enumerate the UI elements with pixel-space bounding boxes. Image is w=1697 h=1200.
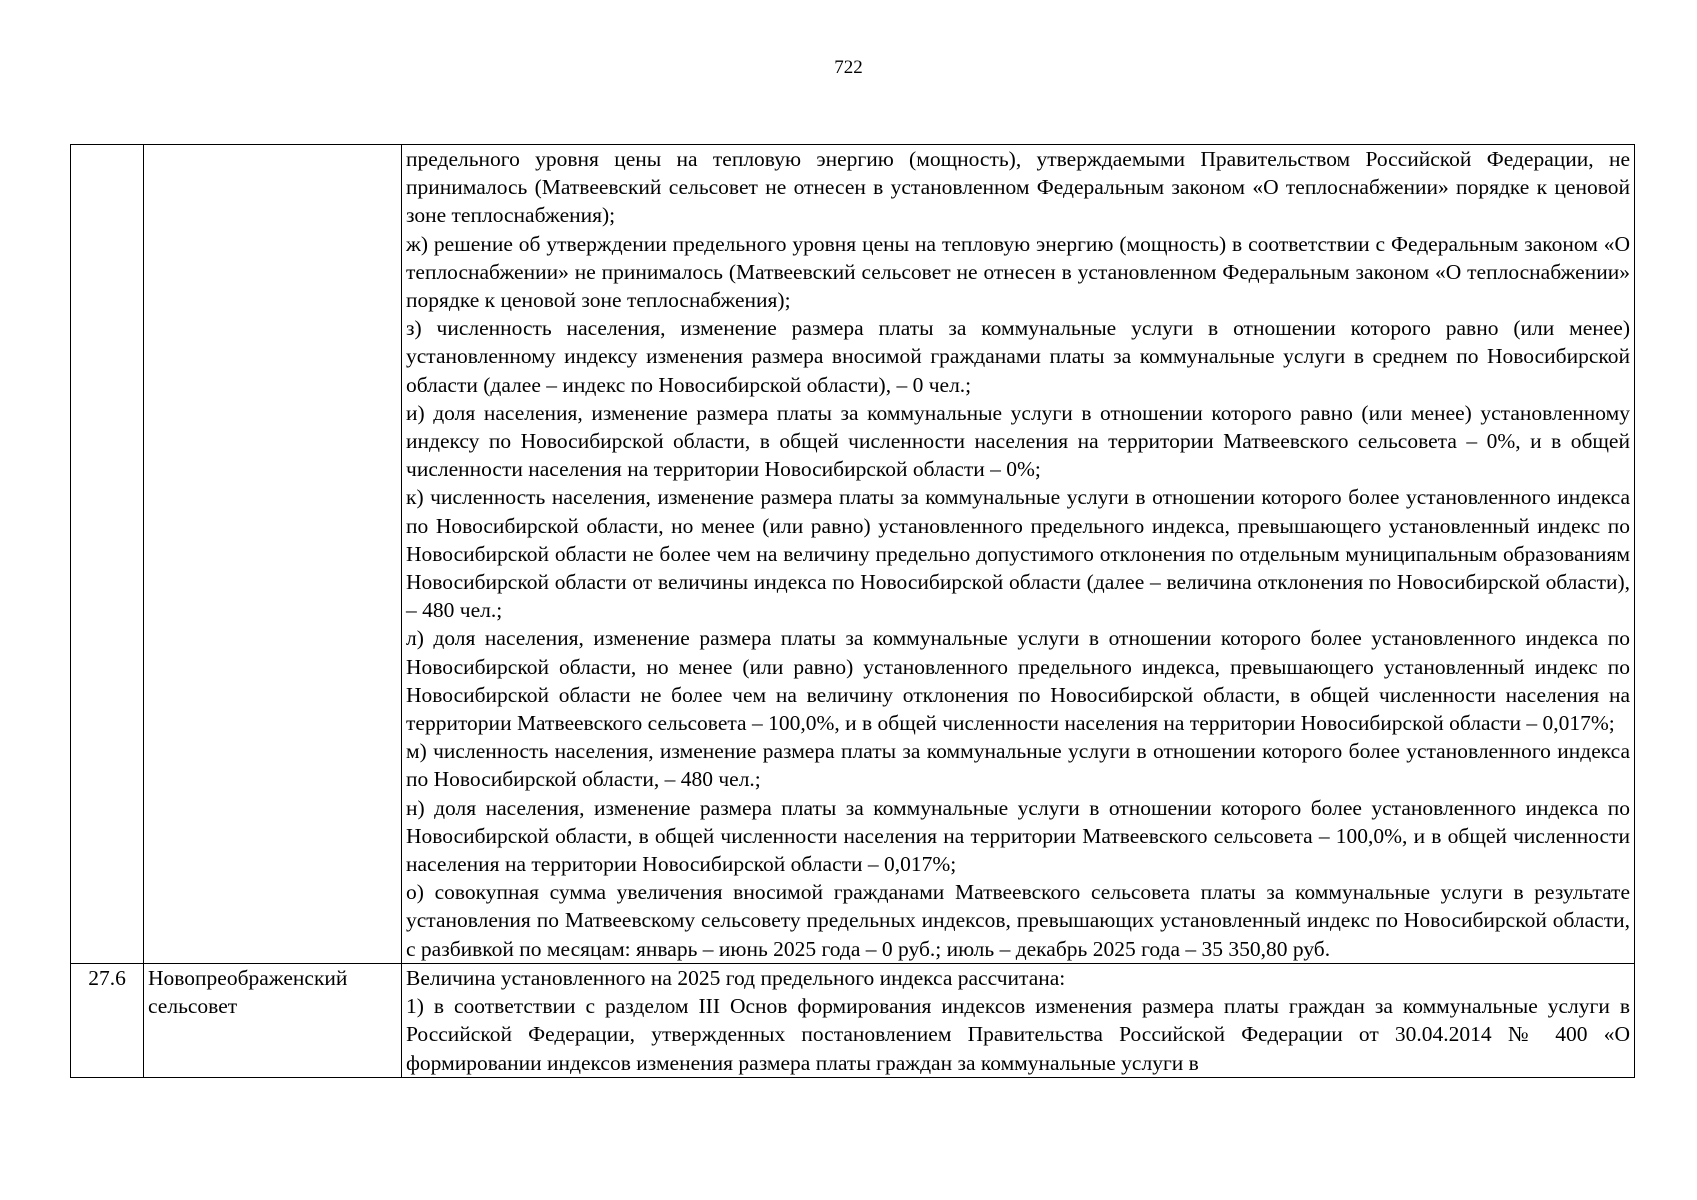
- paragraph-zh: ж) решение об утверждении предельного уровня цены на тепловую энергию (мощность) в соответствии с Федеральным законом «О теплоснабжении» не принималось (Матвеевский сельсовет не отнесен в установленном Федеральным законом «О теплоснабжении» порядке к ценовой зоне теплоснабжения);: [406, 231, 1630, 313]
- municipality-name-cell: [144, 145, 402, 964]
- paragraph-m: м) численность населения, изменение размера платы за коммунальные услуги в отношении которого более установленного индекса по Новосибирской области, – 480 чел.;: [406, 739, 1630, 792]
- tariff-index-table: [70, 144, 1635, 1078]
- paragraph-i: и) доля населения, изменение размера платы за коммунальные услуги в отношении которого равно (или менее) установленному индексу по Новосибирской области, в общей численности населения на территории Матвеевского сельсовета – 0%, и в общей численности населения на территории Новосибирской области – 0%;: [406, 400, 1630, 482]
- paragraph-o: о) совокупная сумма увеличения вносимой гражданами Матвеевского сельсовета платы за коммунальные услуги в результате установления по Матвеевскому сельсовету предельных индексов, превышающих установленный индекс по Новосибирской области, с разбивкой по месяцам: январь – июнь 2025 года – 0 руб.; июль – декабрь 2025 года – 35 350,80 руб.: [406, 880, 1630, 961]
- row-number-cell: 27.6: [71, 963, 144, 1077]
- table-row: [71, 145, 1635, 964]
- table-row: [71, 963, 1635, 1077]
- description-cell: [402, 145, 1635, 964]
- row-number-cell: [71, 145, 144, 964]
- page-number: 722: [834, 57, 863, 78]
- paragraph-n: н) доля населения, изменение размера платы за коммунальные услуги в отношении которого более установленного индекса по Новосибирской области, в общей численности населения на территории Матвеевского сельсовета – 100,0%, и в общей численности населения на территории Новосибирской области – 0,017%;: [406, 795, 1630, 877]
- paragraph-l: л) доля населения, изменение размера платы за коммунальные услуги в отношении которого более установленного индекса по Новосибирской области, но менее (или равно) установленного предельного индекса, превышающего установленный индекс по Новосибирской области не более чем на величину отклонения по Новосибирской области, в общей численности населения на территории Матвеевского сельсовета – 100,0%, и в общей численности населения на территории Новосибирской области – 0,017%;: [406, 626, 1630, 736]
- paragraph-k: к) численность населения, изменение размера платы за коммунальные услуги в отношении которого более установленного индекса по Новосибирской области, но менее (или равно) установленного предельного индекса, превышающего установленный индекс по Новосибирской области не более чем на величину предельно допустимого отклонения по отдельным муниципальным образованиям Новосибирской области от величины индекса по Новосибирской области (далее – величина отклонения по Новосибирской области), – 480 чел.;: [406, 485, 1630, 623]
- paragraph-1: 1) в соответствии с разделом III Основ формирования индексов изменения размера платы граждан за коммунальные услуги в Российской Федерации, утвержденных постановлением Правительства Российской Федерации от 30.04.2014 № 400 «О формировании индексов изменения размера платы граждан за коммунальные услуги в: [406, 994, 1630, 1075]
- description-cell: [402, 963, 1635, 1077]
- paragraph-intro: Величина установленного на 2025 год предельного индекса рассчитана:: [406, 965, 1066, 990]
- paragraph-continuation: предельного уровня цены на тепловую энергию (мощность), утверждаемыми Правительством Российской Федерации, не принималось (Матвеевский сельсовет не отнесен в установленном Федеральным законом «О теплоснабжении» порядке к ценовой зоне теплоснабжения);: [406, 147, 1630, 228]
- municipality-name-cell: Новопреображенский сельсовет: [144, 963, 402, 1077]
- paragraph-z: з) численность населения, изменение размера платы за коммунальные услуги в отношении которого равно (или менее) установленному индексу изменения размера вносимой гражданами платы за коммунальные услуги в среднем по Новосибирской области (далее – индекс по Новосибирской области), – 0 чел.;: [406, 316, 1630, 397]
